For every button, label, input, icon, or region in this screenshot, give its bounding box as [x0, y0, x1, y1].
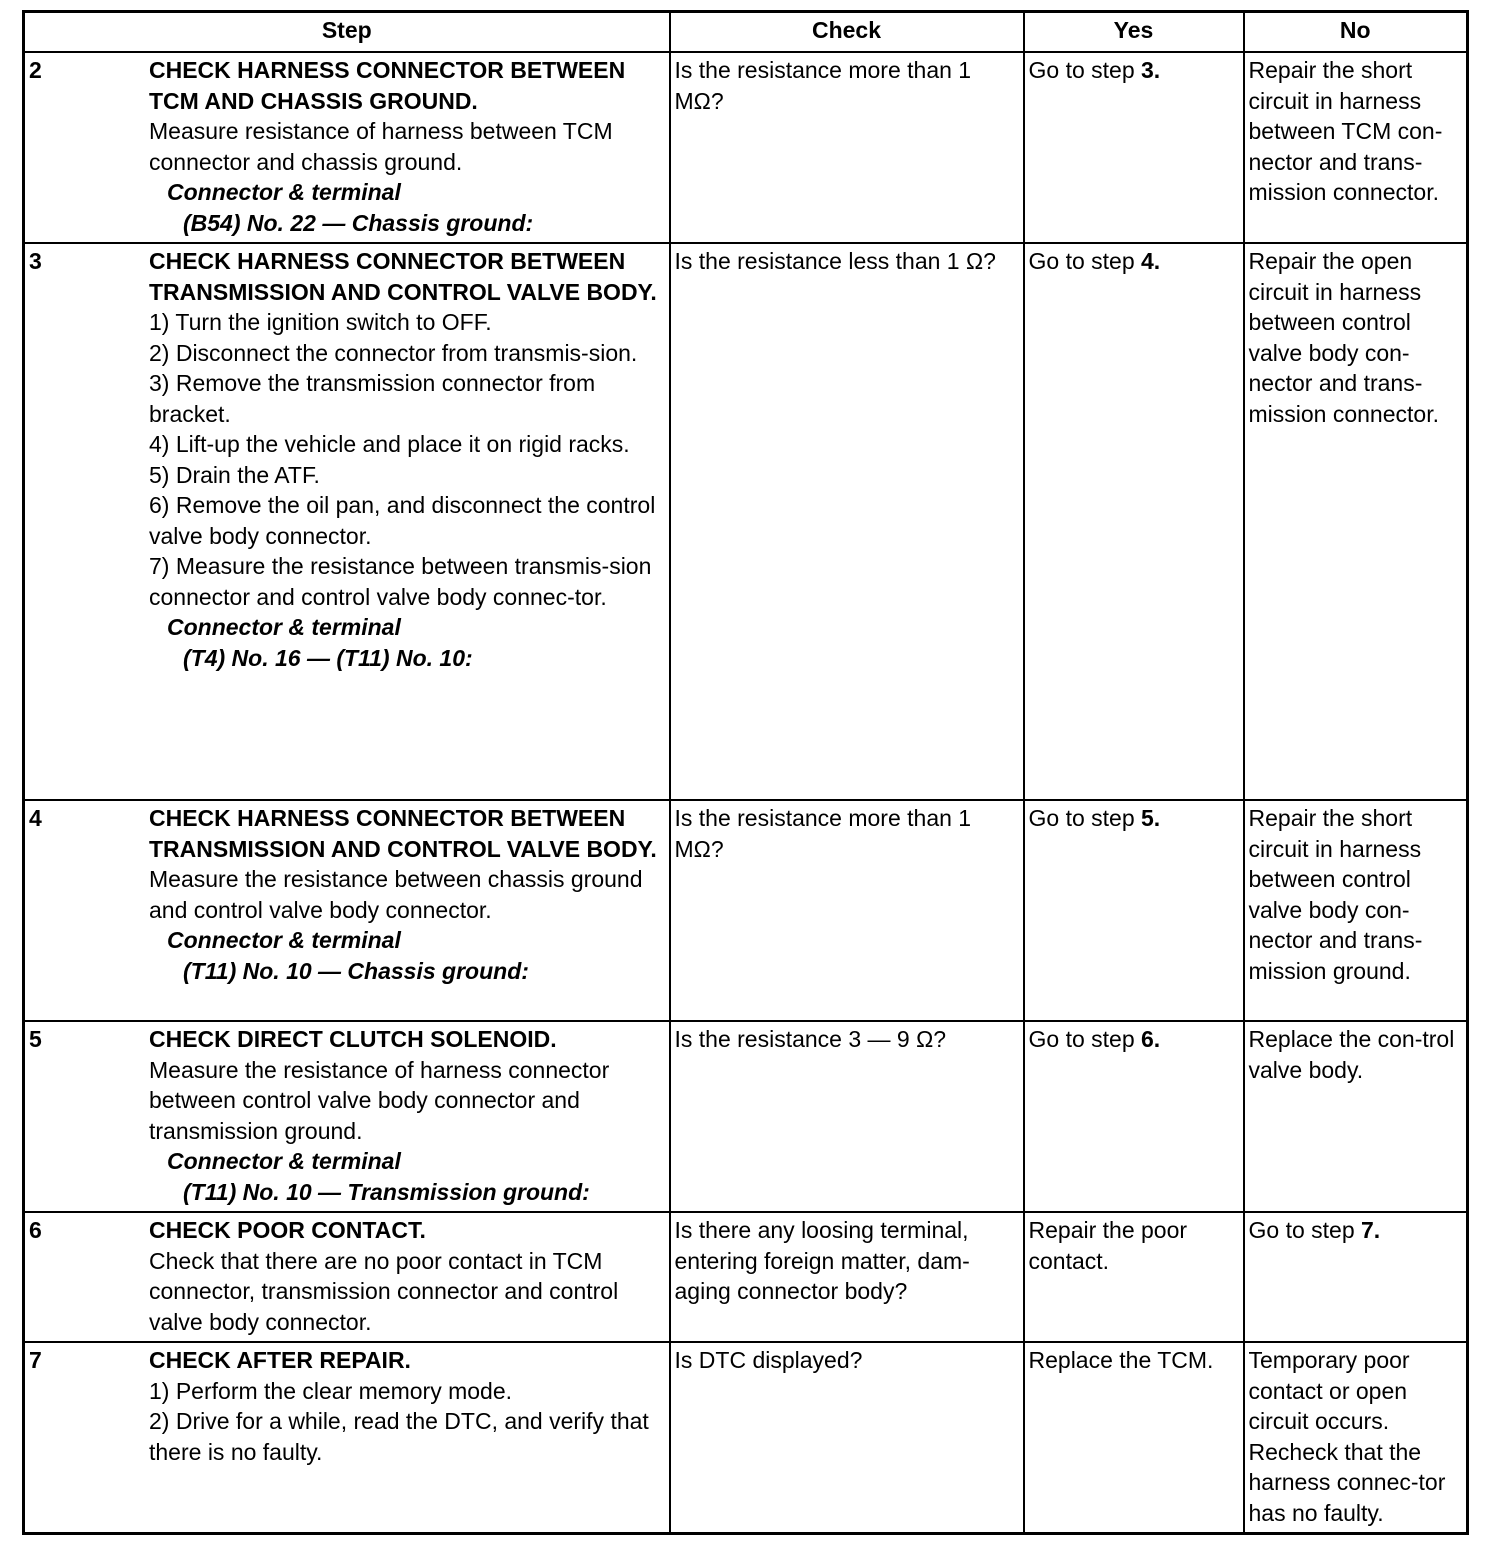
no-cell: Replace the con-trol valve body.: [1244, 1021, 1468, 1212]
procedure-item: 7) Measure the resistance between transmis-sion connector and control valve body connec-tor.: [149, 553, 652, 610]
no-step-ref: 7.: [1361, 1217, 1381, 1243]
table-row: [24, 243, 1468, 800]
connector-terminal: (T11) No. 10 — Chassis ground:: [183, 957, 529, 984]
no-cell: Temporary poor contact or open circuit occurs. Recheck that the harness connec-tor has no faulty.: [1244, 1342, 1468, 1534]
table-row: [24, 1021, 1468, 1212]
step-title: CHECK DIRECT CLUTCH SOLENOID.: [149, 1026, 557, 1052]
connector-heading: Connector & terminal: [167, 1148, 401, 1174]
step-title: CHECK HARNESS CONNECTOR BETWEEN TRANSMISSION AND CONTROL VALVE BODY.: [149, 805, 657, 862]
step-description: Check that there are no poor contact in TCM connector, transmission connector and control valve body connector.: [149, 1247, 619, 1335]
yes-cell: [1024, 52, 1244, 243]
connector-terminal: (T11) No. 10 — Transmission ground:: [183, 1178, 590, 1205]
step-title: CHECK POOR CONTACT.: [149, 1217, 426, 1243]
connector-heading: Connector & terminal: [167, 179, 401, 205]
check-cell: Is the resistance less than 1 Ω?: [670, 243, 1024, 800]
yes-cell: [1024, 1021, 1244, 1212]
table-row: [24, 1342, 1468, 1534]
table-row: [24, 52, 1468, 243]
step-description: Measure resistance of harness between TCM connector and chassis ground.: [149, 118, 613, 175]
yes-cell: [1024, 800, 1244, 1021]
yes-text: Go to step: [1028, 248, 1142, 274]
connector-terminal: (B54) No. 22 — Chassis ground:: [183, 209, 534, 236]
table-row: [24, 800, 1468, 1021]
step-number: 3: [29, 248, 42, 274]
table-row: [24, 1212, 1468, 1342]
no-cell: Repair the open circuit in harness between control valve body con-nector and trans-mission connector.: [1244, 243, 1468, 800]
no-cell: Repair the short circuit in harness between TCM con-nector and trans-mission connector.: [1244, 52, 1468, 243]
step-title: CHECK AFTER REPAIR.: [149, 1347, 411, 1373]
yes-text: Go to step: [1028, 1026, 1142, 1052]
step-number: 5: [29, 1026, 42, 1052]
header-yes: Yes: [1024, 12, 1244, 53]
connector-heading: Connector & terminal: [167, 614, 401, 640]
check-cell: Is the resistance more than 1 MΩ?: [670, 52, 1024, 243]
step-number: 7: [29, 1347, 42, 1373]
header-step: Step: [24, 12, 670, 53]
procedure-item: 5) Drain the ATF.: [149, 461, 320, 488]
step-title: CHECK HARNESS CONNECTOR BETWEEN TRANSMISSION AND CONTROL VALVE BODY.: [149, 248, 657, 305]
procedure-item: 3) Remove the transmission connector from bracket.: [149, 370, 596, 427]
yes-text: Go to step: [1028, 805, 1142, 831]
procedure-item: 4) Lift-up the vehicle and place it on rigid racks.: [149, 431, 630, 457]
procedure-item: 1) Perform the clear memory mode.: [149, 1377, 513, 1404]
step-cell: [24, 1212, 670, 1342]
yes-cell: Replace the TCM.: [1024, 1342, 1244, 1534]
no-text: Go to step: [1248, 1217, 1362, 1243]
header-check: Check: [670, 12, 1024, 53]
yes-step-ref: 3.: [1141, 57, 1161, 83]
step-title: CHECK HARNESS CONNECTOR BETWEEN TCM AND CHASSIS GROUND.: [149, 57, 626, 114]
diagnostic-table: [22, 10, 1469, 1535]
header-no: No: [1244, 12, 1468, 53]
no-cell: Repair the short circuit in harness between control valve body con-nector and trans-mission ground.: [1244, 800, 1468, 1021]
procedure-item: 2) Disconnect the connector from transmis-sion.: [149, 339, 638, 366]
step-cell: [24, 1342, 670, 1534]
step-number: 4: [29, 805, 42, 831]
yes-step-ref: 4.: [1141, 248, 1161, 274]
no-cell: [1244, 1212, 1468, 1342]
connector-heading: Connector & terminal: [167, 927, 401, 953]
step-description: Measure the resistance between chassis ground and control valve body connector.: [149, 866, 643, 923]
check-cell: Is DTC displayed?: [670, 1342, 1024, 1534]
step-cell: [24, 52, 670, 243]
header-row: [24, 12, 1468, 53]
procedure-item: 6) Remove the oil pan, and disconnect the control valve body connector.: [149, 492, 656, 549]
check-cell: Is the resistance 3 — 9 Ω?: [670, 1021, 1024, 1212]
connector-terminal: (T4) No. 16 — (T11) No. 10:: [183, 644, 473, 671]
yes-step-ref: 6.: [1141, 1026, 1161, 1052]
yes-step-ref: 5.: [1141, 805, 1161, 831]
step-cell: [24, 1021, 670, 1212]
step-number: 6: [29, 1217, 42, 1243]
yes-cell: [1024, 243, 1244, 800]
step-number: 2: [29, 57, 42, 83]
step-cell: [24, 800, 670, 1021]
check-cell: Is there any loosing terminal, entering foreign matter, dam-aging connector body?: [670, 1212, 1024, 1342]
procedure-item: 1) Turn the ignition switch to OFF.: [149, 309, 492, 335]
procedure-item: 2) Drive for a while, read the DTC, and verify that there is no faulty.: [149, 1408, 649, 1465]
step-description: Measure the resistance of harness connector between control valve body connector and transmission ground.: [149, 1056, 610, 1144]
step-cell: [24, 243, 670, 800]
yes-cell: Repair the poor contact.: [1024, 1212, 1244, 1342]
yes-text: Go to step: [1028, 57, 1142, 83]
check-cell: Is the resistance more than 1 MΩ?: [670, 800, 1024, 1021]
